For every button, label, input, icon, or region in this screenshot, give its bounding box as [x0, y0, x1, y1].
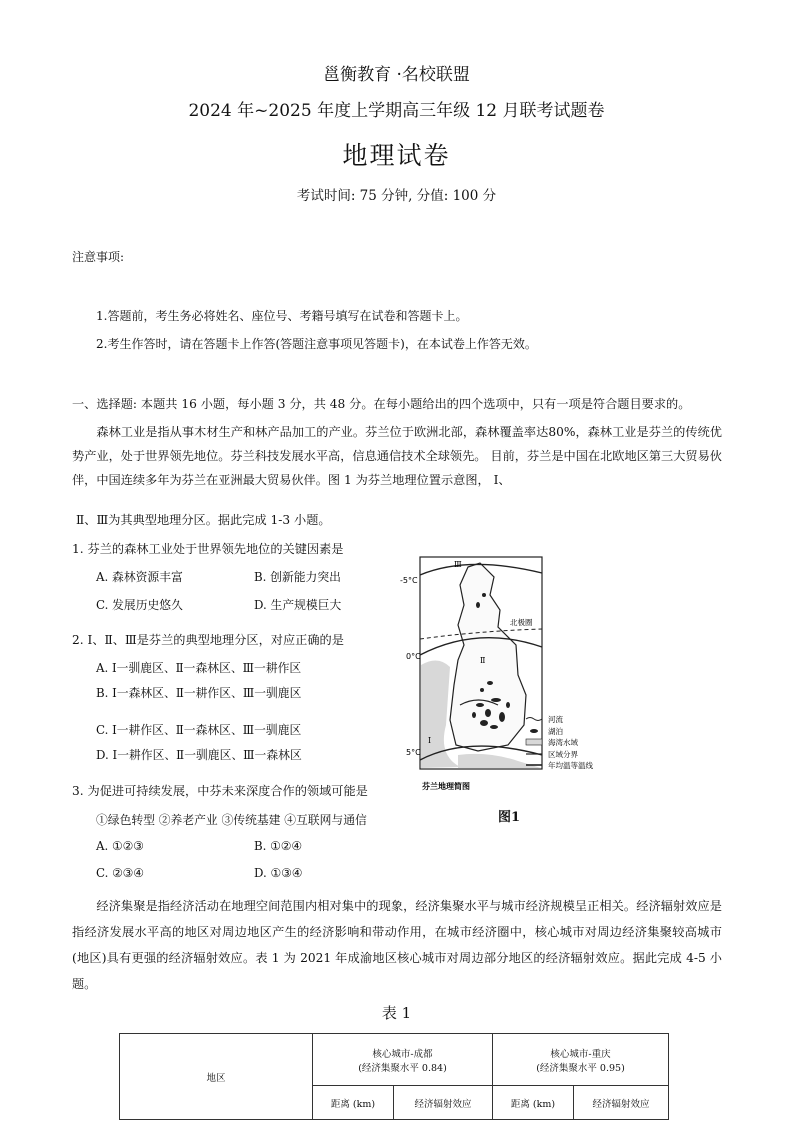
- city-name: 核心城市-重庆: [550, 1048, 611, 1060]
- table-header-city: [493, 1034, 669, 1086]
- legend-isotherm: 年均温等温线: [548, 761, 593, 770]
- exam-series-title: 2024 年~2025 年度上学期高三年级 12 月联考试题卷: [188, 101, 605, 121]
- notice-heading: 注意事项:: [72, 250, 125, 264]
- table-caption: 表 1: [381, 1004, 412, 1022]
- zone-label: Ⅰ: [428, 736, 432, 745]
- option-a[interactable]: A. 森林资源丰富: [96, 570, 183, 584]
- option-b[interactable]: B. Ⅰ一森林区、Ⅱ一耕作区、Ⅲ一驯鹿区: [96, 686, 302, 700]
- option-d[interactable]: D. Ⅰ一耕作区、Ⅱ一驯鹿区、Ⅲ一森林区: [96, 748, 302, 762]
- zone-label: Ⅲ: [454, 560, 462, 569]
- question-stem: 2. Ⅰ、Ⅱ、Ⅲ是芬兰的典型地理分区，对应正确的是: [72, 633, 344, 647]
- legend-river: 河流: [548, 715, 563, 724]
- city-agglomeration: (经济集聚水平 0.95): [536, 1062, 625, 1074]
- zone-label: Ⅱ: [480, 656, 486, 665]
- legend-boundary: 区域分界: [548, 750, 578, 759]
- city-agglomeration: (经济集聚水平 0.84): [358, 1062, 447, 1074]
- option-c[interactable]: C. Ⅰ一耕作区、Ⅱ一森林区、Ⅲ一驯鹿区: [96, 723, 302, 737]
- table-col-distance: 距离 (km): [493, 1086, 574, 1120]
- legend-lake: 湖泊: [548, 727, 563, 736]
- table-header-city: [313, 1034, 493, 1086]
- option-b[interactable]: B. ①②④: [254, 839, 302, 853]
- notice-item: 2.考生作答时，请在答题卡上作答(答题注意事项见答题卡)，在本试卷上作答无效。: [96, 337, 537, 351]
- data-table: [119, 1033, 669, 1120]
- option-c[interactable]: C. 发展历史悠久: [96, 598, 183, 612]
- finland-map-figure: [398, 555, 598, 795]
- option-a[interactable]: A. ①②③: [96, 839, 144, 853]
- option-d[interactable]: D. 生产规模巨大: [254, 598, 342, 612]
- page-title: 地理试卷: [342, 141, 451, 170]
- table-col-distance: 距离 (km): [313, 1086, 394, 1120]
- table-header-region: 地区: [120, 1034, 313, 1120]
- exam-info: 考试时间: 75 分钟, 分值: 100 分: [296, 188, 497, 204]
- isotherm-label: 0°C: [406, 652, 421, 661]
- reading-passage: 经济集聚是指经济活动在地理空间范围内相对集中的现象，经济集聚水平与城市经济规模呈正相关。经济辐射效应是指经济发展水平高的地区对周边地区产生的经济影响和带动作用，在城市经济圈中，核心城市对周边经济集聚较高城市 (地区)具有更强的经济辐射效应。表 1 为 2021 年成渝地区核心城市对周边部分地区的经济辐射效应。据此完成 4-5 小题。: [72, 899, 722, 991]
- option-a[interactable]: A. Ⅰ一驯鹿区、Ⅱ一森林区、Ⅲ一耕作区: [96, 661, 302, 675]
- option-c[interactable]: C. ②③④: [96, 866, 144, 880]
- reading-passage: 森林工业是指从事木材生产和林产品加工的产业。芬兰位于欧洲北部，森林覆盖率达80%，森林工业是芬兰的传统优势产业，处于世界领先地位。芬兰科技发展水平高，信息通信技术全球领先。 目前，芬兰是中国在北欧地区第三大贸易伙伴，中国连续多年为芬兰在亚洲最大贸易伙伴。图 1 为芬兰地理位置示意图， Ⅰ、: [72, 425, 722, 487]
- option-b[interactable]: B. 创新能力突出: [254, 570, 341, 584]
- city-name: 核心城市-成都: [372, 1048, 433, 1060]
- question-stem: 3. 为促进可持续发展，中芬未来深度合作的领域可能是: [72, 784, 368, 798]
- map-title: 芬兰地理简图: [422, 782, 470, 791]
- option-d[interactable]: D. ①③④: [254, 866, 303, 880]
- section-heading: 一、选择题: 本题共 16 小题，每小题 3 分，共 48 分。在每小题给出的四个选项中，只有一项是符合题目要求的。: [72, 397, 691, 411]
- legend-gulf: 海湾水域: [548, 738, 578, 747]
- isotherm-label: -5°C: [400, 576, 418, 585]
- table-col-effect: 经济辐射效应: [394, 1086, 493, 1120]
- question-stem: 1. 芬兰的森林工业处于世界领先地位的关键因素是: [72, 542, 344, 556]
- isotherm-label: 5°C: [406, 748, 421, 757]
- question-sub-items: ①绿色转型 ②养老产业 ③传统基建 ④互联网与通信: [96, 813, 367, 827]
- school-alliance-header: 邕衡教育 ·名校联盟: [323, 65, 470, 85]
- reading-passage-continued: Ⅱ、Ⅲ为其典型地理分区。据此完成 1-3 小题。: [76, 513, 331, 527]
- arctic-circle-label: 北极圈: [510, 618, 533, 627]
- notice-item: 1.答题前，考生务必将姓名、座位号、考籍号填写在试卷和答题卡上。: [96, 309, 468, 323]
- figure-caption: 图1: [498, 810, 521, 825]
- table-col-effect: 经济辐射效应: [574, 1086, 669, 1120]
